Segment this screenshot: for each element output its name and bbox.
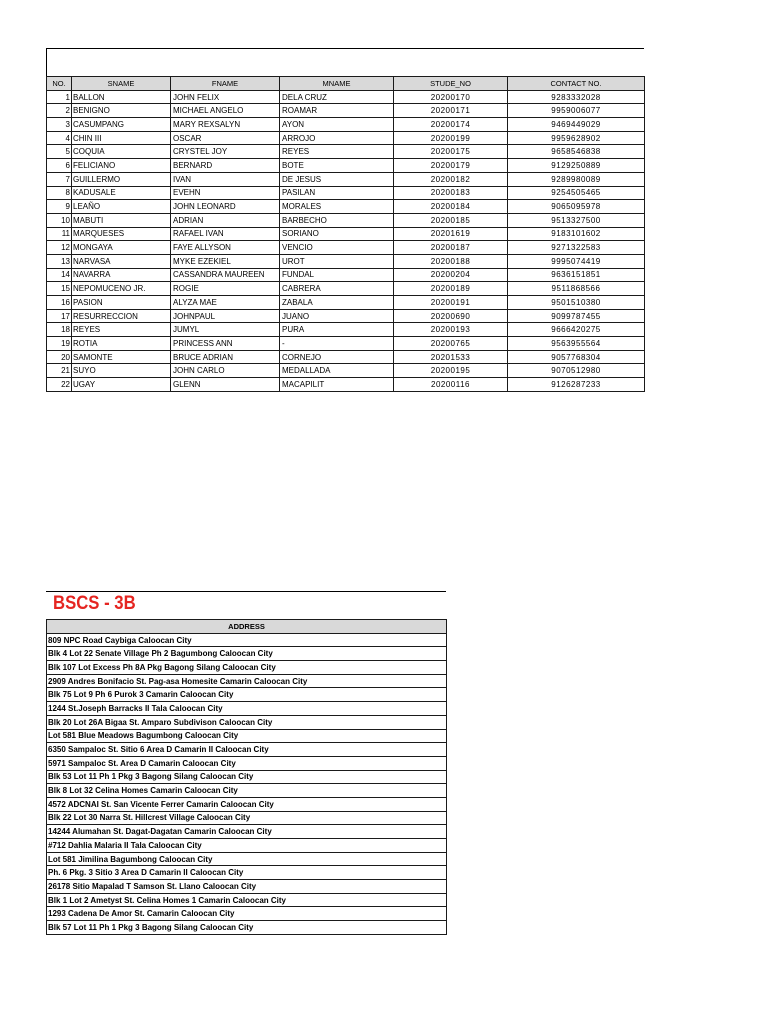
table-row — [47, 172, 645, 186]
column-header-sname: SNAME — [72, 77, 171, 91]
cell-stude-no: 20200174 — [394, 118, 508, 132]
cell-fname: MICHAEL ANGELO — [171, 104, 280, 118]
cell-fname: ADRIAN — [171, 213, 280, 227]
cell-fname: ROGIE — [171, 282, 280, 296]
cell-stude-no: 20200175 — [394, 145, 508, 159]
table-row — [47, 756, 447, 770]
cell-sname: LEAÑO — [72, 200, 171, 214]
cell-no: 3 — [47, 118, 72, 132]
cell-fname: PRINCESS ANN — [171, 337, 280, 351]
cell-stude-no: 20200189 — [394, 282, 508, 296]
cell-no: 13 — [47, 254, 72, 268]
table-row — [47, 90, 645, 104]
cell-contact-no: 9283332028 — [508, 90, 645, 104]
cell-contact-no: 9070512980 — [508, 364, 645, 378]
cell-address: Lot 581 Blue Meadows Bagumbong Caloocan City — [47, 729, 447, 743]
cell-sname: ROTIA — [72, 337, 171, 351]
table-row — [47, 200, 645, 214]
section-title: BSCS - 3B — [53, 593, 136, 614]
cell-no: 15 — [47, 282, 72, 296]
column-header-contact-no: CONTACT NO. — [508, 77, 645, 91]
table-row — [47, 309, 645, 323]
table-row — [47, 921, 447, 935]
cell-no: 19 — [47, 337, 72, 351]
cell-sname: KADUSALE — [72, 186, 171, 200]
cell-address: Blk 1 Lot 2 Ametyst St. Celina Homes 1 Camarin Caloocan City — [47, 893, 447, 907]
cell-address: 809 NPC Road Caybiga Caloocan City — [47, 633, 447, 647]
cell-sname: MARQUESES — [72, 227, 171, 241]
cell-sname: REYES — [72, 323, 171, 337]
cell-fname: ALYZA MAE — [171, 296, 280, 310]
column-header-address: ADDRESS — [47, 620, 447, 634]
cell-address: #712 Dahlia Malaria II Tala Caloocan City — [47, 839, 447, 853]
table-row — [47, 784, 447, 798]
cell-mname: MORALES — [280, 200, 394, 214]
table-row — [47, 213, 645, 227]
table-row — [47, 282, 645, 296]
cell-contact-no: 9065095978 — [508, 200, 645, 214]
cell-sname: BENIGNO — [72, 104, 171, 118]
cell-no: 6 — [47, 159, 72, 173]
table-row — [47, 743, 447, 757]
cell-mname: ARROJO — [280, 131, 394, 145]
table-row — [47, 893, 447, 907]
cell-mname: DE JESUS — [280, 172, 394, 186]
cell-contact-no: 9666420275 — [508, 323, 645, 337]
column-header-no: NO. — [47, 77, 72, 91]
cell-address: Blk 22 Lot 30 Narra St. Hillcrest Village Caloocan City — [47, 811, 447, 825]
cell-contact-no: 9563955564 — [508, 337, 645, 351]
table-row — [47, 131, 645, 145]
cell-fname: MARY REXSALYN — [171, 118, 280, 132]
cell-contact-no: 9271322583 — [508, 241, 645, 255]
cell-contact-no: 9057768304 — [508, 350, 645, 364]
cell-contact-no: 9129250889 — [508, 159, 645, 173]
cell-contact-no: 9658546838 — [508, 145, 645, 159]
table-row — [47, 880, 447, 894]
cell-sname: NAVARRA — [72, 268, 171, 282]
cell-no: 5 — [47, 145, 72, 159]
cell-contact-no: 9501510380 — [508, 296, 645, 310]
cell-contact-no: 9959628902 — [508, 131, 645, 145]
cell-fname: BRUCE ADRIAN — [171, 350, 280, 364]
cell-sname: CHIN III — [72, 131, 171, 145]
roster-body — [47, 90, 645, 391]
cell-stude-no: 20200171 — [394, 104, 508, 118]
cell-stude-no: 20200690 — [394, 309, 508, 323]
cell-stude-no: 20200183 — [394, 186, 508, 200]
cell-mname: SORIANO — [280, 227, 394, 241]
cell-no: 14 — [47, 268, 72, 282]
cell-no: 18 — [47, 323, 72, 337]
cell-mname: MEDALLADA — [280, 364, 394, 378]
cell-no: 1 — [47, 90, 72, 104]
table-row — [47, 186, 645, 200]
cell-fname: MYKE EZEKIEL — [171, 254, 280, 268]
cell-fname: JOHNPAUL — [171, 309, 280, 323]
table-row — [47, 633, 447, 647]
table-row — [47, 811, 447, 825]
cell-contact-no: 9099787455 — [508, 309, 645, 323]
cell-no: 9 — [47, 200, 72, 214]
table-row — [47, 647, 447, 661]
cell-address: 14244 Alumahan St. Dagat-Dagatan Camarin Caloocan City — [47, 825, 447, 839]
table-row — [47, 715, 447, 729]
table-row — [47, 839, 447, 853]
cell-stude-no: 20200765 — [394, 337, 508, 351]
cell-stude-no: 20200187 — [394, 241, 508, 255]
cell-stude-no: 20200191 — [394, 296, 508, 310]
table-row — [47, 770, 447, 784]
table-row — [47, 268, 645, 282]
cell-stude-no: 20201533 — [394, 350, 508, 364]
cell-stude-no: 20200182 — [394, 172, 508, 186]
table-row — [47, 661, 447, 675]
cell-fname: GLENN — [171, 378, 280, 392]
cell-mname: PASILAN — [280, 186, 394, 200]
column-header-mname: MNAME — [280, 77, 394, 91]
cell-no: 17 — [47, 309, 72, 323]
table-row — [47, 118, 645, 132]
table-row — [47, 852, 447, 866]
cell-no: 16 — [47, 296, 72, 310]
cell-no: 7 — [47, 172, 72, 186]
table-row — [47, 907, 447, 921]
cell-stude-no: 20201619 — [394, 227, 508, 241]
cell-contact-no: 9254505465 — [508, 186, 645, 200]
cell-contact-no: 9995074419 — [508, 254, 645, 268]
cell-address: Blk 75 Lot 9 Ph 6 Purok 3 Camarin Caloocan City — [47, 688, 447, 702]
cell-sname: SUYO — [72, 364, 171, 378]
cell-address: 1293 Cadena De Amor St. Camarin Caloocan City — [47, 907, 447, 921]
cell-stude-no: 20200170 — [394, 90, 508, 104]
cell-no: 11 — [47, 227, 72, 241]
student-roster-table — [46, 76, 645, 392]
address-header-row — [47, 620, 447, 634]
cell-address: Blk 8 Lot 32 Celina Homes Camarin Caloocan City — [47, 784, 447, 798]
cell-address: Blk 20 Lot 26A Bigaa St. Amparo Subdivison Caloocan City — [47, 715, 447, 729]
cell-contact-no: 9513327500 — [508, 213, 645, 227]
cell-no: 22 — [47, 378, 72, 392]
cell-address: Lot 581 Jimilina Bagumbong Caloocan City — [47, 852, 447, 866]
cell-no: 10 — [47, 213, 72, 227]
cell-fname: IVAN — [171, 172, 280, 186]
cell-sname: CASUMPANG — [72, 118, 171, 132]
table-row — [47, 364, 645, 378]
cell-stude-no: 20200204 — [394, 268, 508, 282]
cell-fname: CRYSTEL JOY — [171, 145, 280, 159]
cell-sname: COQUIA — [72, 145, 171, 159]
cell-no: 20 — [47, 350, 72, 364]
table-row — [47, 378, 645, 392]
cell-stude-no: 20200185 — [394, 213, 508, 227]
cell-fname: RAFAEL IVAN — [171, 227, 280, 241]
cell-address: 4572 ADCNAI St. San Vicente Ferrer Camarin Caloocan City — [47, 797, 447, 811]
cell-sname: NEPOMUCENO JR. — [72, 282, 171, 296]
cell-stude-no: 20200116 — [394, 378, 508, 392]
cell-address: 26178 Sitio Mapalad T Samson St. Llano Caloocan City — [47, 880, 447, 894]
cell-sname: NARVASA — [72, 254, 171, 268]
cell-sname: MONGAYA — [72, 241, 171, 255]
table-row — [47, 350, 645, 364]
cell-sname: BALLON — [72, 90, 171, 104]
address-body — [47, 633, 447, 934]
cell-contact-no: 9183101602 — [508, 227, 645, 241]
cell-address: 2909 Andres Bonifacio St. Pag-asa Homesite Camarin Caloocan City — [47, 674, 447, 688]
cell-mname: - — [280, 337, 394, 351]
table-row — [47, 702, 447, 716]
table-row — [47, 104, 645, 118]
cell-mname: ZABALA — [280, 296, 394, 310]
cell-fname: JUMYL — [171, 323, 280, 337]
table-row — [47, 241, 645, 255]
cell-fname: JOHN CARLO — [171, 364, 280, 378]
cell-mname: CABRERA — [280, 282, 394, 296]
table-row — [47, 323, 645, 337]
cell-mname: UROT — [280, 254, 394, 268]
section-divider — [46, 591, 446, 592]
cell-contact-no: 9469449029 — [508, 118, 645, 132]
cell-address: Ph. 6 Pkg. 3 Sitio 3 Area D Camarin II Caloocan City — [47, 866, 447, 880]
cell-no: 8 — [47, 186, 72, 200]
cell-address: 6350 Sampaloc St. Sitio 6 Area D Camarin II Caloocan City — [47, 743, 447, 757]
column-header-stude-no: STUDE_NO — [394, 77, 508, 91]
table-row — [47, 825, 447, 839]
cell-stude-no: 20200188 — [394, 254, 508, 268]
cell-address: 1244 St.Joseph Barracks II Tala Caloocan City — [47, 702, 447, 716]
cell-mname: VENCIO — [280, 241, 394, 255]
cell-no: 21 — [47, 364, 72, 378]
cell-fname: JOHN LEONARD — [171, 200, 280, 214]
cell-mname: PURA — [280, 323, 394, 337]
table-row — [47, 227, 645, 241]
cell-fname: JOHN FELIX — [171, 90, 280, 104]
column-header-fname: FNAME — [171, 77, 280, 91]
cell-mname: ROAMAR — [280, 104, 394, 118]
cell-mname: BOTE — [280, 159, 394, 173]
table-row — [47, 674, 447, 688]
cell-fname: EVEHN — [171, 186, 280, 200]
cell-fname: BERNARD — [171, 159, 280, 173]
cell-mname: JUANO — [280, 309, 394, 323]
table-row — [47, 296, 645, 310]
cell-address: Blk 57 Lot 11 Ph 1 Pkg 3 Bagong Silang Caloocan City — [47, 921, 447, 935]
cell-sname: FELICIANO — [72, 159, 171, 173]
cell-no: 4 — [47, 131, 72, 145]
cell-mname: DELA CRUZ — [280, 90, 394, 104]
cell-sname: PASION — [72, 296, 171, 310]
cell-contact-no: 9126287233 — [508, 378, 645, 392]
cell-address: Blk 107 Lot Excess Ph 8A Pkg Bagong Silang Caloocan City — [47, 661, 447, 675]
table-row — [47, 254, 645, 268]
cell-no: 12 — [47, 241, 72, 255]
cell-mname: MACAPILIT — [280, 378, 394, 392]
cell-stude-no: 20200195 — [394, 364, 508, 378]
cell-address: 5971 Sampaloc St. Area D Camarin Caloocan City — [47, 756, 447, 770]
cell-stude-no: 20200179 — [394, 159, 508, 173]
cell-sname: UGAY — [72, 378, 171, 392]
cell-mname: BARBECHO — [280, 213, 394, 227]
cell-mname: AYON — [280, 118, 394, 132]
cell-stude-no: 20200193 — [394, 323, 508, 337]
cell-stude-no: 20200184 — [394, 200, 508, 214]
cell-address: Blk 4 Lot 22 Senate Village Ph 2 Bagumbong Caloocan City — [47, 647, 447, 661]
roster-title-frame — [46, 48, 644, 76]
table-row — [47, 797, 447, 811]
cell-sname: RESURRECCION — [72, 309, 171, 323]
cell-mname: CORNEJO — [280, 350, 394, 364]
cell-fname: OSCAR — [171, 131, 280, 145]
table-row — [47, 729, 447, 743]
cell-contact-no: 9289980089 — [508, 172, 645, 186]
address-table — [46, 619, 447, 935]
cell-contact-no: 9636151851 — [508, 268, 645, 282]
cell-sname: SAMONTE — [72, 350, 171, 364]
table-row — [47, 159, 645, 173]
cell-no: 2 — [47, 104, 72, 118]
cell-mname: FUNDAL — [280, 268, 394, 282]
cell-sname: MABUTI — [72, 213, 171, 227]
cell-sname: GUILLERMO — [72, 172, 171, 186]
cell-address: Blk 53 Lot 11 Ph 1 Pkg 3 Bagong Silang Caloocan City — [47, 770, 447, 784]
cell-contact-no: 9511868566 — [508, 282, 645, 296]
table-row — [47, 145, 645, 159]
table-row — [47, 866, 447, 880]
cell-stude-no: 20200199 — [394, 131, 508, 145]
table-row — [47, 688, 447, 702]
cell-contact-no: 9959006077 — [508, 104, 645, 118]
cell-fname: CASSANDRA MAUREEN — [171, 268, 280, 282]
cell-fname: FAYE ALLYSON — [171, 241, 280, 255]
table-row — [47, 337, 645, 351]
roster-header-row — [47, 77, 645, 91]
cell-mname: REYES — [280, 145, 394, 159]
